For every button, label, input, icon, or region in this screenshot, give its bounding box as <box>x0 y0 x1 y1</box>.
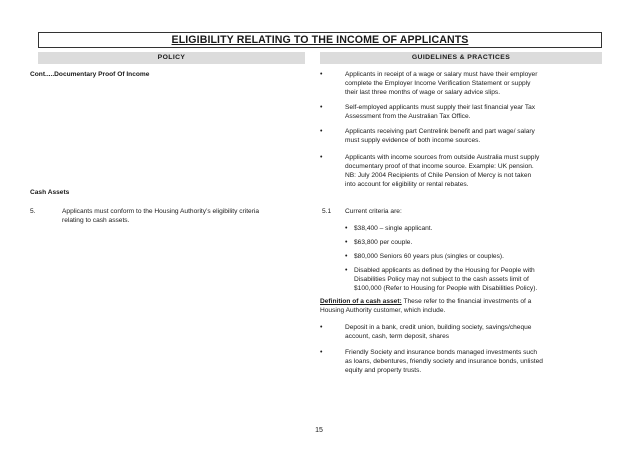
bullet-line: $100,000 (Refer to Housing for People with Disabilities Policy). <box>354 285 538 293</box>
cash-assets-heading: Cash Assets <box>30 189 70 196</box>
bullet-line: as loans, debentures, friendly society and insurance bonds, unlisted <box>345 358 543 366</box>
bullet-icon: • <box>320 154 323 161</box>
bullet-line: $80,000 Seniors 60 years plus (singles or couples). <box>354 253 504 260</box>
bullet-line: Friendly Society and insurance bonds managed investments such <box>345 349 538 356</box>
bullet-line: Applicants in receipt of a wage or salary must have their employer <box>345 71 538 78</box>
item-text-line-1: Applicants must conform to the Housing Authority’s eligibility criteria <box>62 208 260 215</box>
bullet-icon: • <box>345 253 348 260</box>
criteria-number: 5.1 <box>322 208 332 215</box>
bullet-line: complete the Employer Income Verification Statement or supply <box>345 80 531 88</box>
bullet-line: into account for eligibility or rental rebates. <box>345 181 469 189</box>
bullet-line: NB: July 2004 Recipients of Chile Pension of Mercy is not taken <box>345 172 532 180</box>
item-text-line-2: relating to cash assets. <box>62 217 130 224</box>
bullet-line: equity and property trusts. <box>345 367 422 375</box>
bullet-line: Disabled applicants as defined by the Housing for People with <box>354 267 535 274</box>
bullet-line: Disabilities Policy may not subject to the cash assets limit of <box>354 276 529 284</box>
definition-label: Definition of a cash asset: <box>320 298 402 305</box>
bullet-icon: • <box>320 128 323 135</box>
definition-text-line-1: These refer to the financial investments of a <box>403 298 532 305</box>
item-number: 5. <box>30 208 36 215</box>
bullet-line: Assessment from the Australian Tax Office. <box>345 113 471 121</box>
bullet-icon: • <box>345 239 348 246</box>
bullet-icon: • <box>345 225 348 232</box>
bullet-line: Deposit in a bank, credit union, building society, savings/cheque <box>345 324 532 331</box>
document-title: ELIGIBILITY RELATING TO THE INCOME OF APPLICANTS <box>38 32 602 48</box>
definition-text-line-2: Housing Authority customer, which include. <box>320 307 446 315</box>
bullet-line: Self-employed applicants must supply their last financial year Tax <box>345 104 536 111</box>
bullet-icon: • <box>345 267 348 274</box>
bullet-line: must supply evidence of both income sources. <box>345 137 481 145</box>
criteria-intro: Current criteria are: <box>345 208 402 215</box>
bullet-line: their last three months of wage or salary advice slips. <box>345 89 501 97</box>
page-number: 15 <box>315 427 323 434</box>
policy-column-header: POLICY <box>38 52 305 64</box>
documentary-proof-label: Cont.....Documentary Proof Of Income <box>30 71 150 78</box>
bullet-icon: • <box>320 104 323 111</box>
bullet-icon: • <box>320 349 323 356</box>
bullet-line: $63,800 per couple. <box>354 239 413 246</box>
bullet-line: Applicants with income sources from outside Australia must supply <box>345 154 540 161</box>
bullet-line: Applicants receiving part Centrelink benefit and part wage/ salary <box>345 128 535 135</box>
guidelines-column-header: GUIDELINES & PRACTICES <box>320 52 602 64</box>
bullet-icon: • <box>320 324 323 331</box>
bullet-line: account, cash, term deposit, shares <box>345 333 450 341</box>
definition-paragraph <box>320 297 603 315</box>
bullet-icon: • <box>320 71 323 78</box>
bullet-line: $38,400 – single applicant. <box>354 225 433 232</box>
bullet-line: documentary proof of that income source. Example: UK pension. <box>345 163 534 171</box>
